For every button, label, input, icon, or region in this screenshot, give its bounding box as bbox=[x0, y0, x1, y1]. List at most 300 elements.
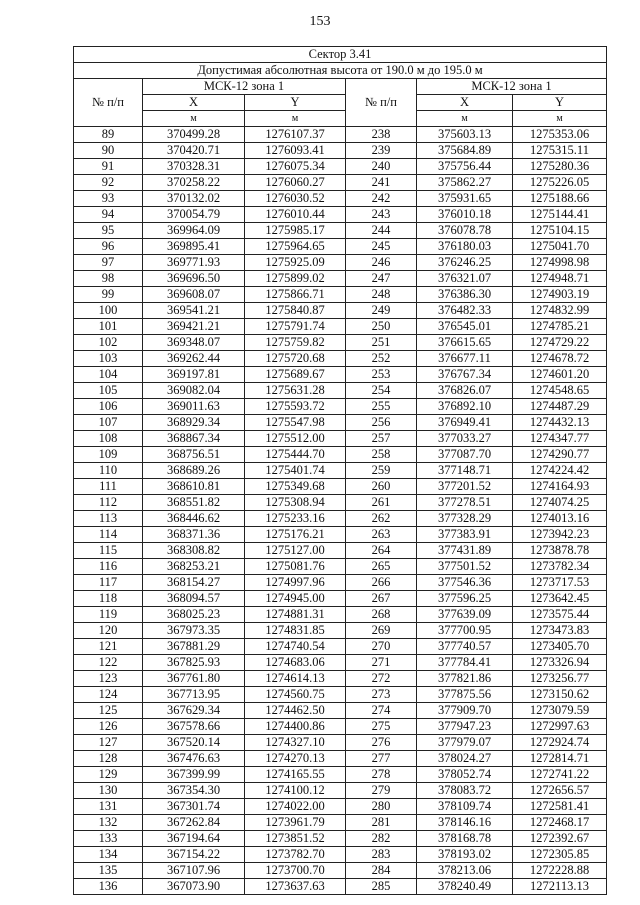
y-coordinate-right: 1274224.42 bbox=[513, 463, 607, 479]
x-coordinate-left: 367107.96 bbox=[143, 863, 245, 879]
point-number-left: 117 bbox=[74, 575, 143, 591]
table-row bbox=[74, 383, 607, 399]
x-coordinate-left: 368929.34 bbox=[143, 415, 245, 431]
table-row bbox=[74, 271, 607, 287]
y-coordinate-left: 1274614.13 bbox=[245, 671, 346, 687]
y-coordinate-right: 1274347.77 bbox=[513, 431, 607, 447]
x-coordinate-left: 370328.31 bbox=[143, 159, 245, 175]
unit-y-right: м bbox=[513, 111, 607, 127]
y-coordinate-right: 1273942.23 bbox=[513, 527, 607, 543]
point-number-left: 115 bbox=[74, 543, 143, 559]
y-coordinate-right: 1273326.94 bbox=[513, 655, 607, 671]
x-coordinate-left: 369696.50 bbox=[143, 271, 245, 287]
x-coordinate-left: 367354.30 bbox=[143, 783, 245, 799]
point-number-right: 238 bbox=[346, 127, 417, 143]
y-coordinate-left: 1274100.12 bbox=[245, 783, 346, 799]
point-number-right: 264 bbox=[346, 543, 417, 559]
point-number-left: 113 bbox=[74, 511, 143, 527]
y-coordinate-right: 1273717.53 bbox=[513, 575, 607, 591]
x-coordinate-left: 369348.07 bbox=[143, 335, 245, 351]
y-coordinate-left: 1275689.67 bbox=[245, 367, 346, 383]
point-number-left: 94 bbox=[74, 207, 143, 223]
x-coordinate-left: 367520.14 bbox=[143, 735, 245, 751]
point-number-right: 281 bbox=[346, 815, 417, 831]
y-header-left: Y bbox=[245, 95, 346, 111]
y-coordinate-left: 1273700.70 bbox=[245, 863, 346, 879]
x-coordinate-left: 369421.21 bbox=[143, 319, 245, 335]
table-row bbox=[74, 671, 607, 687]
y-coordinate-right: 1274013.16 bbox=[513, 511, 607, 527]
x-coordinate-right: 378083.72 bbox=[417, 783, 513, 799]
point-number-right: 250 bbox=[346, 319, 417, 335]
num-header-right: № п/п bbox=[346, 79, 417, 127]
y-coordinate-right: 1275144.41 bbox=[513, 207, 607, 223]
table-row bbox=[74, 751, 607, 767]
point-number-right: 261 bbox=[346, 495, 417, 511]
y-coordinate-right: 1274903.19 bbox=[513, 287, 607, 303]
point-number-left: 104 bbox=[74, 367, 143, 383]
x-coordinate-left: 368610.81 bbox=[143, 479, 245, 495]
y-coordinate-right: 1275353.06 bbox=[513, 127, 607, 143]
point-number-left: 98 bbox=[74, 271, 143, 287]
table-row bbox=[74, 479, 607, 495]
x-coordinate-left: 367973.35 bbox=[143, 623, 245, 639]
y-coordinate-right: 1272228.88 bbox=[513, 863, 607, 879]
table-row bbox=[74, 319, 607, 335]
point-number-left: 118 bbox=[74, 591, 143, 607]
point-number-right: 240 bbox=[346, 159, 417, 175]
x-coordinate-right: 376078.78 bbox=[417, 223, 513, 239]
y-coordinate-right: 1273878.78 bbox=[513, 543, 607, 559]
x-coordinate-left: 368094.57 bbox=[143, 591, 245, 607]
point-number-right: 275 bbox=[346, 719, 417, 735]
table-row bbox=[74, 767, 607, 783]
y-coordinate-left: 1275233.16 bbox=[245, 511, 346, 527]
y-coordinate-right: 1275280.36 bbox=[513, 159, 607, 175]
x-coordinate-right: 377909.70 bbox=[417, 703, 513, 719]
x-header-right: X bbox=[417, 95, 513, 111]
y-coordinate-left: 1275631.28 bbox=[245, 383, 346, 399]
y-coordinate-left: 1276093.41 bbox=[245, 143, 346, 159]
point-number-left: 105 bbox=[74, 383, 143, 399]
point-number-right: 271 bbox=[346, 655, 417, 671]
y-coordinate-left: 1273851.52 bbox=[245, 831, 346, 847]
y-coordinate-left: 1275127.00 bbox=[245, 543, 346, 559]
x-coordinate-left: 368689.26 bbox=[143, 463, 245, 479]
y-coordinate-left: 1274997.96 bbox=[245, 575, 346, 591]
y-coordinate-right: 1273405.70 bbox=[513, 639, 607, 655]
x-coordinate-right: 376386.30 bbox=[417, 287, 513, 303]
point-number-right: 246 bbox=[346, 255, 417, 271]
point-number-left: 102 bbox=[74, 335, 143, 351]
y-coordinate-left: 1274740.54 bbox=[245, 639, 346, 655]
x-coordinate-right: 377383.91 bbox=[417, 527, 513, 543]
x-coordinate-right: 378240.49 bbox=[417, 879, 513, 895]
y-coordinate-right: 1273256.77 bbox=[513, 671, 607, 687]
y-coordinate-left: 1273961.79 bbox=[245, 815, 346, 831]
y-coordinate-right: 1273782.34 bbox=[513, 559, 607, 575]
point-number-left: 119 bbox=[74, 607, 143, 623]
x-coordinate-right: 377639.09 bbox=[417, 607, 513, 623]
table-row bbox=[74, 607, 607, 623]
x-coordinate-left: 369011.63 bbox=[143, 399, 245, 415]
point-number-left: 110 bbox=[74, 463, 143, 479]
x-coordinate-left: 369608.07 bbox=[143, 287, 245, 303]
x-coordinate-left: 367578.66 bbox=[143, 719, 245, 735]
point-number-left: 123 bbox=[74, 671, 143, 687]
x-coordinate-right: 377700.95 bbox=[417, 623, 513, 639]
y-coordinate-left: 1275964.65 bbox=[245, 239, 346, 255]
sector-title: Сектор 3.41 bbox=[74, 47, 607, 63]
y-coordinate-left: 1274560.75 bbox=[245, 687, 346, 703]
table-row bbox=[74, 703, 607, 719]
y-coordinate-right: 1272924.74 bbox=[513, 735, 607, 751]
x-coordinate-right: 377947.23 bbox=[417, 719, 513, 735]
x-coordinate-left: 367194.64 bbox=[143, 831, 245, 847]
y-coordinate-left: 1275899.02 bbox=[245, 271, 346, 287]
table-row bbox=[74, 815, 607, 831]
x-coordinate-right: 376545.01 bbox=[417, 319, 513, 335]
x-coordinate-left: 370499.28 bbox=[143, 127, 245, 143]
unit-x-left: м bbox=[143, 111, 245, 127]
y-coordinate-right: 1272392.67 bbox=[513, 831, 607, 847]
point-number-right: 242 bbox=[346, 191, 417, 207]
point-number-right: 251 bbox=[346, 335, 417, 351]
point-number-left: 107 bbox=[74, 415, 143, 431]
point-number-right: 282 bbox=[346, 831, 417, 847]
y-coordinate-left: 1274270.13 bbox=[245, 751, 346, 767]
x-coordinate-left: 369964.09 bbox=[143, 223, 245, 239]
point-number-right: 263 bbox=[346, 527, 417, 543]
x-coordinate-left: 368446.62 bbox=[143, 511, 245, 527]
table-row bbox=[74, 735, 607, 751]
table-row bbox=[74, 863, 607, 879]
point-number-left: 92 bbox=[74, 175, 143, 191]
point-number-right: 277 bbox=[346, 751, 417, 767]
point-number-right: 239 bbox=[346, 143, 417, 159]
y-coordinate-left: 1275985.17 bbox=[245, 223, 346, 239]
x-coordinate-left: 368371.36 bbox=[143, 527, 245, 543]
y-coordinate-left: 1275593.72 bbox=[245, 399, 346, 415]
x-coordinate-right: 377278.51 bbox=[417, 495, 513, 511]
point-number-right: 256 bbox=[346, 415, 417, 431]
table-row bbox=[74, 431, 607, 447]
table-row bbox=[74, 879, 607, 895]
y-coordinate-left: 1275840.87 bbox=[245, 303, 346, 319]
table-row bbox=[74, 591, 607, 607]
table-row bbox=[74, 799, 607, 815]
table-row bbox=[74, 511, 607, 527]
unit-y-left: м bbox=[245, 111, 346, 127]
x-coordinate-right: 377328.29 bbox=[417, 511, 513, 527]
y-coordinate-left: 1275791.74 bbox=[245, 319, 346, 335]
x-coordinate-right: 377431.89 bbox=[417, 543, 513, 559]
x-coordinate-right: 376677.11 bbox=[417, 351, 513, 367]
x-coordinate-left: 369262.44 bbox=[143, 351, 245, 367]
point-number-left: 128 bbox=[74, 751, 143, 767]
point-number-right: 249 bbox=[346, 303, 417, 319]
x-coordinate-right: 377546.36 bbox=[417, 575, 513, 591]
table-row bbox=[74, 495, 607, 511]
x-coordinate-left: 367399.99 bbox=[143, 767, 245, 783]
y-coordinate-left: 1275444.70 bbox=[245, 447, 346, 463]
x-coordinate-right: 375756.44 bbox=[417, 159, 513, 175]
y-coordinate-left: 1275308.94 bbox=[245, 495, 346, 511]
table-row bbox=[74, 623, 607, 639]
y-coordinate-right: 1275041.70 bbox=[513, 239, 607, 255]
point-number-right: 273 bbox=[346, 687, 417, 703]
point-number-right: 276 bbox=[346, 735, 417, 751]
point-number-left: 134 bbox=[74, 847, 143, 863]
y-coordinate-right: 1274948.71 bbox=[513, 271, 607, 287]
table-row bbox=[74, 559, 607, 575]
table-row bbox=[74, 575, 607, 591]
y-coordinate-left: 1275759.82 bbox=[245, 335, 346, 351]
table-row bbox=[74, 783, 607, 799]
x-coordinate-left: 368308.82 bbox=[143, 543, 245, 559]
x-coordinate-right: 377875.56 bbox=[417, 687, 513, 703]
point-number-right: 254 bbox=[346, 383, 417, 399]
y-coordinate-right: 1273079.59 bbox=[513, 703, 607, 719]
y-coordinate-right: 1274290.77 bbox=[513, 447, 607, 463]
table-row bbox=[74, 847, 607, 863]
point-number-left: 93 bbox=[74, 191, 143, 207]
y-coordinate-right: 1275188.66 bbox=[513, 191, 607, 207]
x-coordinate-right: 375603.13 bbox=[417, 127, 513, 143]
y-coordinate-right: 1274487.29 bbox=[513, 399, 607, 415]
x-coordinate-left: 367825.93 bbox=[143, 655, 245, 671]
point-number-left: 135 bbox=[74, 863, 143, 879]
point-number-left: 95 bbox=[74, 223, 143, 239]
x-coordinate-left: 368756.51 bbox=[143, 447, 245, 463]
point-number-right: 248 bbox=[346, 287, 417, 303]
y-coordinate-left: 1275401.74 bbox=[245, 463, 346, 479]
y-coordinate-right: 1272656.57 bbox=[513, 783, 607, 799]
point-number-left: 126 bbox=[74, 719, 143, 735]
x-coordinate-right: 378024.27 bbox=[417, 751, 513, 767]
x-coordinate-right: 376615.65 bbox=[417, 335, 513, 351]
point-number-left: 129 bbox=[74, 767, 143, 783]
x-coordinate-right: 375862.27 bbox=[417, 175, 513, 191]
x-coordinate-left: 369082.04 bbox=[143, 383, 245, 399]
x-coordinate-right: 376321.07 bbox=[417, 271, 513, 287]
x-coordinate-right: 377596.25 bbox=[417, 591, 513, 607]
y-coordinate-left: 1274400.86 bbox=[245, 719, 346, 735]
table-row bbox=[74, 543, 607, 559]
y-coordinate-right: 1272741.22 bbox=[513, 767, 607, 783]
table-row bbox=[74, 719, 607, 735]
point-number-left: 91 bbox=[74, 159, 143, 175]
point-number-left: 131 bbox=[74, 799, 143, 815]
point-number-left: 90 bbox=[74, 143, 143, 159]
point-number-right: 244 bbox=[346, 223, 417, 239]
y-coordinate-right: 1274832.99 bbox=[513, 303, 607, 319]
y-coordinate-right: 1274785.21 bbox=[513, 319, 607, 335]
coordinates-body bbox=[74, 127, 607, 895]
x-coordinate-right: 378146.16 bbox=[417, 815, 513, 831]
y-coordinate-right: 1274729.22 bbox=[513, 335, 607, 351]
point-number-left: 122 bbox=[74, 655, 143, 671]
table-row bbox=[74, 639, 607, 655]
x-coordinate-right: 376892.10 bbox=[417, 399, 513, 415]
point-number-left: 136 bbox=[74, 879, 143, 895]
y-coordinate-left: 1275081.76 bbox=[245, 559, 346, 575]
y-coordinate-right: 1273642.45 bbox=[513, 591, 607, 607]
point-number-right: 269 bbox=[346, 623, 417, 639]
y-coordinate-left: 1276030.52 bbox=[245, 191, 346, 207]
point-number-left: 125 bbox=[74, 703, 143, 719]
y-coordinate-left: 1274462.50 bbox=[245, 703, 346, 719]
point-number-right: 252 bbox=[346, 351, 417, 367]
point-number-right: 260 bbox=[346, 479, 417, 495]
y-coordinate-right: 1275104.15 bbox=[513, 223, 607, 239]
point-number-right: 267 bbox=[346, 591, 417, 607]
x-coordinate-left: 370420.71 bbox=[143, 143, 245, 159]
x-coordinate-right: 377821.86 bbox=[417, 671, 513, 687]
point-number-right: 266 bbox=[346, 575, 417, 591]
point-number-left: 127 bbox=[74, 735, 143, 751]
y-coordinate-left: 1274327.10 bbox=[245, 735, 346, 751]
x-coordinate-right: 377784.41 bbox=[417, 655, 513, 671]
y-coordinate-right: 1273575.44 bbox=[513, 607, 607, 623]
y-header-right: Y bbox=[513, 95, 607, 111]
y-coordinate-left: 1275925.09 bbox=[245, 255, 346, 271]
point-number-right: 279 bbox=[346, 783, 417, 799]
point-number-left: 96 bbox=[74, 239, 143, 255]
y-coordinate-right: 1274074.25 bbox=[513, 495, 607, 511]
x-coordinate-right: 377201.52 bbox=[417, 479, 513, 495]
table-row bbox=[74, 255, 607, 271]
x-coordinate-left: 367881.29 bbox=[143, 639, 245, 655]
coordinates-table bbox=[73, 46, 607, 895]
table-row bbox=[74, 159, 607, 175]
x-coordinate-left: 367301.74 bbox=[143, 799, 245, 815]
point-number-right: 255 bbox=[346, 399, 417, 415]
y-coordinate-left: 1274881.31 bbox=[245, 607, 346, 623]
y-coordinate-right: 1275315.11 bbox=[513, 143, 607, 159]
point-number-left: 97 bbox=[74, 255, 143, 271]
x-coordinate-right: 376010.18 bbox=[417, 207, 513, 223]
y-coordinate-right: 1274998.98 bbox=[513, 255, 607, 271]
y-coordinate-left: 1275512.00 bbox=[245, 431, 346, 447]
x-coordinate-right: 375684.89 bbox=[417, 143, 513, 159]
point-number-left: 108 bbox=[74, 431, 143, 447]
x-coordinate-left: 368253.21 bbox=[143, 559, 245, 575]
point-number-right: 243 bbox=[346, 207, 417, 223]
point-number-right: 272 bbox=[346, 671, 417, 687]
table-row bbox=[74, 655, 607, 671]
y-coordinate-left: 1275720.68 bbox=[245, 351, 346, 367]
table-row bbox=[74, 127, 607, 143]
y-coordinate-right: 1274164.93 bbox=[513, 479, 607, 495]
point-number-right: 278 bbox=[346, 767, 417, 783]
y-coordinate-left: 1275866.71 bbox=[245, 287, 346, 303]
x-coordinate-right: 376246.25 bbox=[417, 255, 513, 271]
x-coordinate-right: 377501.52 bbox=[417, 559, 513, 575]
y-coordinate-left: 1274022.00 bbox=[245, 799, 346, 815]
x-coordinate-right: 378193.02 bbox=[417, 847, 513, 863]
point-number-left: 116 bbox=[74, 559, 143, 575]
point-number-right: 284 bbox=[346, 863, 417, 879]
table-row bbox=[74, 223, 607, 239]
point-number-right: 257 bbox=[346, 431, 417, 447]
point-number-left: 103 bbox=[74, 351, 143, 367]
table-row bbox=[74, 207, 607, 223]
point-number-left: 112 bbox=[74, 495, 143, 511]
x-coordinate-right: 378052.74 bbox=[417, 767, 513, 783]
point-number-left: 121 bbox=[74, 639, 143, 655]
x-coordinate-left: 370054.79 bbox=[143, 207, 245, 223]
x-coordinate-left: 367476.63 bbox=[143, 751, 245, 767]
system-header-left: МСК-12 зона 1 bbox=[143, 79, 346, 95]
point-number-left: 133 bbox=[74, 831, 143, 847]
table-row bbox=[74, 415, 607, 431]
x-header-left: X bbox=[143, 95, 245, 111]
x-coordinate-right: 375931.65 bbox=[417, 191, 513, 207]
table-row bbox=[74, 239, 607, 255]
y-coordinate-right: 1272581.41 bbox=[513, 799, 607, 815]
x-coordinate-left: 367154.22 bbox=[143, 847, 245, 863]
point-number-left: 106 bbox=[74, 399, 143, 415]
num-header-left: № п/п bbox=[74, 79, 143, 127]
x-coordinate-left: 367629.34 bbox=[143, 703, 245, 719]
table-row bbox=[74, 367, 607, 383]
x-coordinate-left: 367713.95 bbox=[143, 687, 245, 703]
x-coordinate-left: 370132.02 bbox=[143, 191, 245, 207]
point-number-left: 109 bbox=[74, 447, 143, 463]
point-number-right: 253 bbox=[346, 367, 417, 383]
x-coordinate-left: 367262.84 bbox=[143, 815, 245, 831]
x-coordinate-right: 377979.07 bbox=[417, 735, 513, 751]
y-coordinate-left: 1274831.85 bbox=[245, 623, 346, 639]
x-coordinate-right: 377033.27 bbox=[417, 431, 513, 447]
table-row bbox=[74, 191, 607, 207]
table-row bbox=[74, 463, 607, 479]
point-number-left: 130 bbox=[74, 783, 143, 799]
table-row bbox=[74, 287, 607, 303]
point-number-left: 111 bbox=[74, 479, 143, 495]
x-coordinate-left: 368867.34 bbox=[143, 431, 245, 447]
table-row bbox=[74, 303, 607, 319]
point-number-right: 283 bbox=[346, 847, 417, 863]
point-number-right: 285 bbox=[346, 879, 417, 895]
y-coordinate-right: 1274678.72 bbox=[513, 351, 607, 367]
y-coordinate-left: 1276075.34 bbox=[245, 159, 346, 175]
table-row bbox=[74, 687, 607, 703]
point-number-right: 247 bbox=[346, 271, 417, 287]
x-coordinate-left: 369895.41 bbox=[143, 239, 245, 255]
x-coordinate-right: 376949.41 bbox=[417, 415, 513, 431]
point-number-right: 258 bbox=[346, 447, 417, 463]
point-number-right: 259 bbox=[346, 463, 417, 479]
y-coordinate-left: 1274945.00 bbox=[245, 591, 346, 607]
y-coordinate-right: 1273473.83 bbox=[513, 623, 607, 639]
y-coordinate-right: 1272997.63 bbox=[513, 719, 607, 735]
x-coordinate-right: 378168.78 bbox=[417, 831, 513, 847]
point-number-left: 114 bbox=[74, 527, 143, 543]
x-coordinate-right: 376180.03 bbox=[417, 239, 513, 255]
x-coordinate-right: 378109.74 bbox=[417, 799, 513, 815]
y-coordinate-right: 1272468.17 bbox=[513, 815, 607, 831]
y-coordinate-left: 1273782.70 bbox=[245, 847, 346, 863]
point-number-left: 101 bbox=[74, 319, 143, 335]
table-row bbox=[74, 143, 607, 159]
x-coordinate-left: 367073.90 bbox=[143, 879, 245, 895]
x-coordinate-left: 369771.93 bbox=[143, 255, 245, 271]
y-coordinate-right: 1272305.85 bbox=[513, 847, 607, 863]
y-coordinate-left: 1274165.55 bbox=[245, 767, 346, 783]
table-row bbox=[74, 447, 607, 463]
